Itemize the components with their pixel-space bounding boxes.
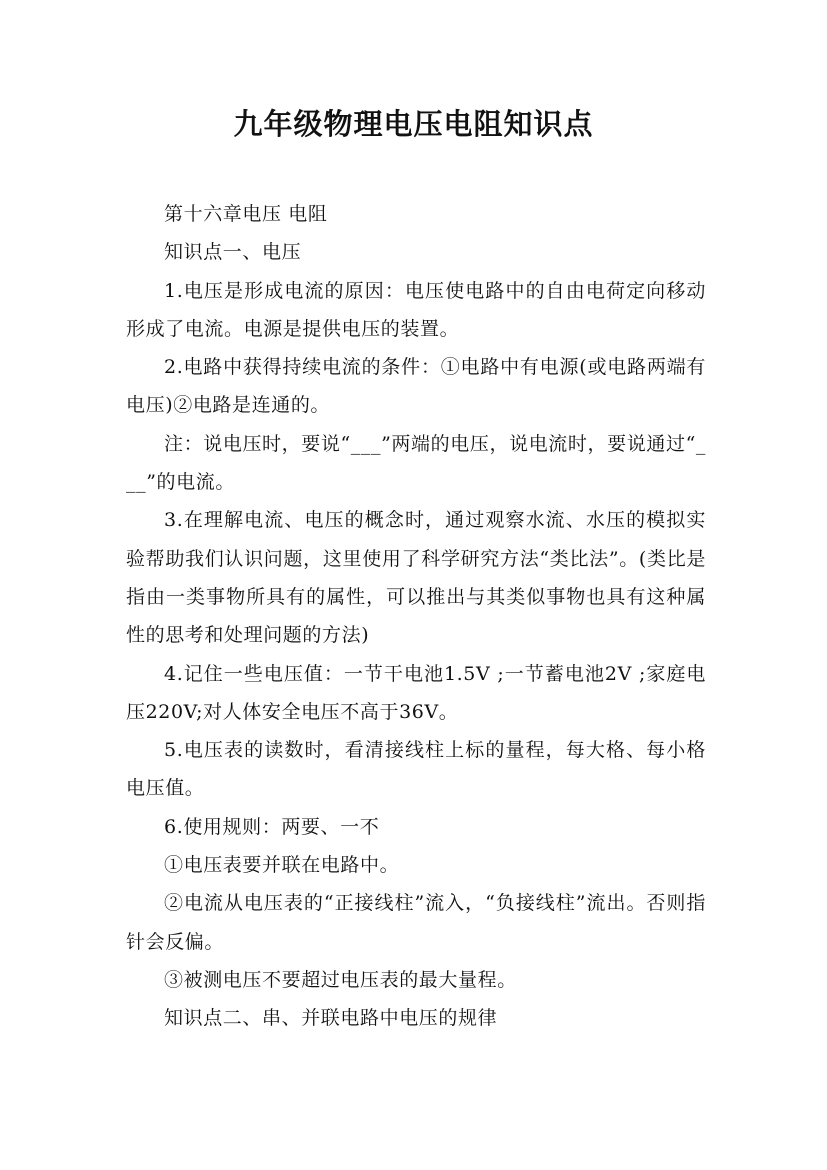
- chapter-heading: 第十六章电压 电阻: [164, 203, 328, 225]
- rule-item-1: ①电压表要并联在电路中。: [164, 854, 400, 877]
- document-body: [126, 195, 706, 1038]
- section-heading-2: 知识点二、串、并联电路中电压的规律: [164, 1007, 498, 1030]
- paragraph-voltage-cause: 1.电压是形成电流的原因：电压使电路中的自由电荷定向移动形成了电流。电源是提供电压的装置。: [126, 279, 706, 340]
- paragraph-analogy-method: 3.在理解电流、电压的概念时，通过观察水流、水压的模拟实验帮助我们认识问题，这里使用了科学研究方法“类比法”。(类比是指由一类事物所具有的属性，可以推出与其类似事物也具有这种属性的思考和处理问题的方法): [126, 509, 706, 647]
- note-paragraph: 注：说电压时，要说“___”两端的电压，说电流时，要说通过“___”的电流。: [126, 432, 706, 494]
- document-title: 九年级物理电压电阻知识点: [233, 107, 594, 141]
- paragraph-voltmeter-reading: 5.电压表的读数时，看清接线柱上标的量程，每大格、每小格电压值。: [126, 739, 706, 800]
- rule-item-3: ③被测电压不要超过电压表的最大量程。: [164, 968, 517, 991]
- paragraph-voltage-values: 4.记住一些电压值：一节干电池1.5V ;一节蓄电池2V ;家庭电压220V;对人体安全电压不高于36V。: [126, 662, 706, 723]
- paragraph-current-conditions: 2.电路中获得持续电流的条件：①电路中有电源(或电路两端有电压)②电路是连通的。: [126, 356, 706, 417]
- rule-item-2: ②电流从电压表的“正接线柱”流入，“负接线柱”流出。否则指针会反偏。: [126, 892, 706, 953]
- paragraph-usage-rules: 6.使用规则：两要、一不: [164, 815, 380, 838]
- section-heading-1: 知识点一、电压: [164, 241, 302, 264]
